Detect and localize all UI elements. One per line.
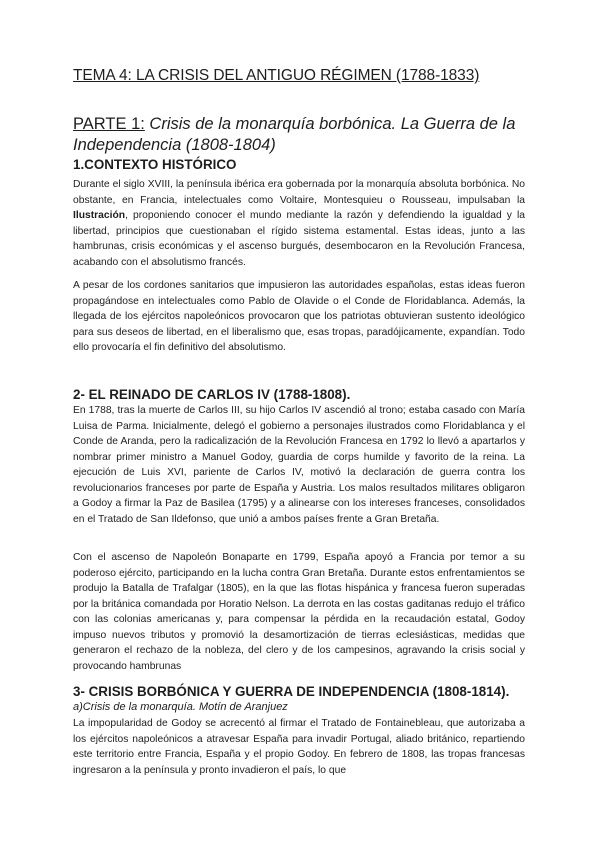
- part-label: PARTE 1:: [73, 115, 145, 133]
- section-1-p1-bold: Ilustración: [73, 210, 126, 222]
- section-2-paragraph-1: En 1788, tras la muerte de Carlos III, su hijo Carlos IV ascendió al trono; estaba casado con María Luisa de Parma. Inicialmente, delegó el gobierno a personajes ilustrados como Floridablanca y el Conde de Aranda, pero la radicalización de la Revolución Francesa en 1792 lo llevó a apartarlos y nombrar primer ministro a Manuel Godoy, guardia de corps humilde y favorito de la reina. La ejecución de Luis XVI, pariente de Carlos IV, motivó la declaración de guerra contra los revolucionarios franceses por parte de España y Austria. Los malos resultados militares obligaron a Godoy a firmar la Paz de Basilea (1795) y a alinearse con los intereses franceses, consolidados en el Tratado de San Ildefonso, que unió a ambos países frente a Gran Bretaña.: [73, 405, 525, 525]
- section-3-paragraph-1: La impopularidad de Godoy se acrecentó al firmar el Tratado de Fontainebleau, que autorizaba a los ejércitos napoleónicos a atravesar España para invadir Portugal, aliado británico, repartiendo este territorio entre Francia, España y el propio Godoy. En febrero de 1808, las tropas francesas ingresaron a la península y pronto invadieron el país, lo que: [73, 718, 525, 776]
- part-heading: [73, 114, 525, 156]
- section-2-paragraph-2: Con el ascenso de Napoleón Bonaparte en 1799, España apoyó a Francia por temor a su poderoso ejército, participando en la lucha contra Gran Bretaña. Durante estos enfrentamientos se produjo la Batalla de Trafalgar (1805), en la que las flotas hispánica y francesa fueron superadas por la británica comandada por Horatio Nelson. La derrota en las costas gaditanas redujo el tráfico con las colonias americanas y, para compensar la pérdida en la recaudación estatal, Godoy impuso nuevos tributos y promovió la desamortización de tierras eclesiásticas, medidas que generaron el rechazo de la nobleza, del clero y de los campesinos, agravando la crisis social y provocando hambrunas: [73, 552, 525, 672]
- section-1-p1-text-a: Durante el siglo XVIII, la península ibérica era gobernada por la monarquía absoluta borbónica. No obstante, en Francia, intelectuales como Voltaire, Montesquieu o Rousseau, impulsaban la: [73, 179, 525, 206]
- section-1-paragraph-2: A pesar de los cordones sanitarios que impusieron las autoridades españolas, estas ideas fueron propagándose en intelectuales como Pablo de Olavide o el Conde de Floridablanca. Además, la llegada de los ejércitos napoleónicos provocaron que los patriotas obtuvieran sustento ideológico para sus deseos de libertad, en el liberalismo que, esas tropas, paradójicamente, expandían. Todo ello provocaría el fin definitivo del absolutismo.: [73, 280, 525, 354]
- section-2-heading: 2- EL REINADO DE CARLOS IV (1788-1808).: [73, 387, 351, 402]
- section-1-p1-text-b: , proponiendo conocer el mundo mediante la razón y defendiendo la igualdad y la libertad, principios que cuestionaban el rígido sistema estamental. Estas ideas, junto a las hambrunas, crisis económicas y el ascenso burgués, desembocaron en la Revolución Francesa, acabando con el absolutismo francés.: [73, 210, 525, 268]
- section-1-paragraph-1: [73, 177, 525, 270]
- section-1-heading: 1.CONTEXTO HISTÓRICO: [73, 157, 237, 172]
- section-3-subheading: a)Crisis de la monarquía. Motín de Aranjuez: [73, 701, 288, 713]
- section-3-heading: 3- CRISIS BORBÓNICA Y GUERRA DE INDEPENDENCIA (1808-1814).: [73, 684, 510, 699]
- part-subtitle: Crisis de la monarquía borbónica. La Guerra de la Independencia (1808-1804): [73, 115, 516, 154]
- document-title: TEMA 4: LA CRISIS DEL ANTIGUO RÉGIMEN (1788-1833): [73, 67, 480, 84]
